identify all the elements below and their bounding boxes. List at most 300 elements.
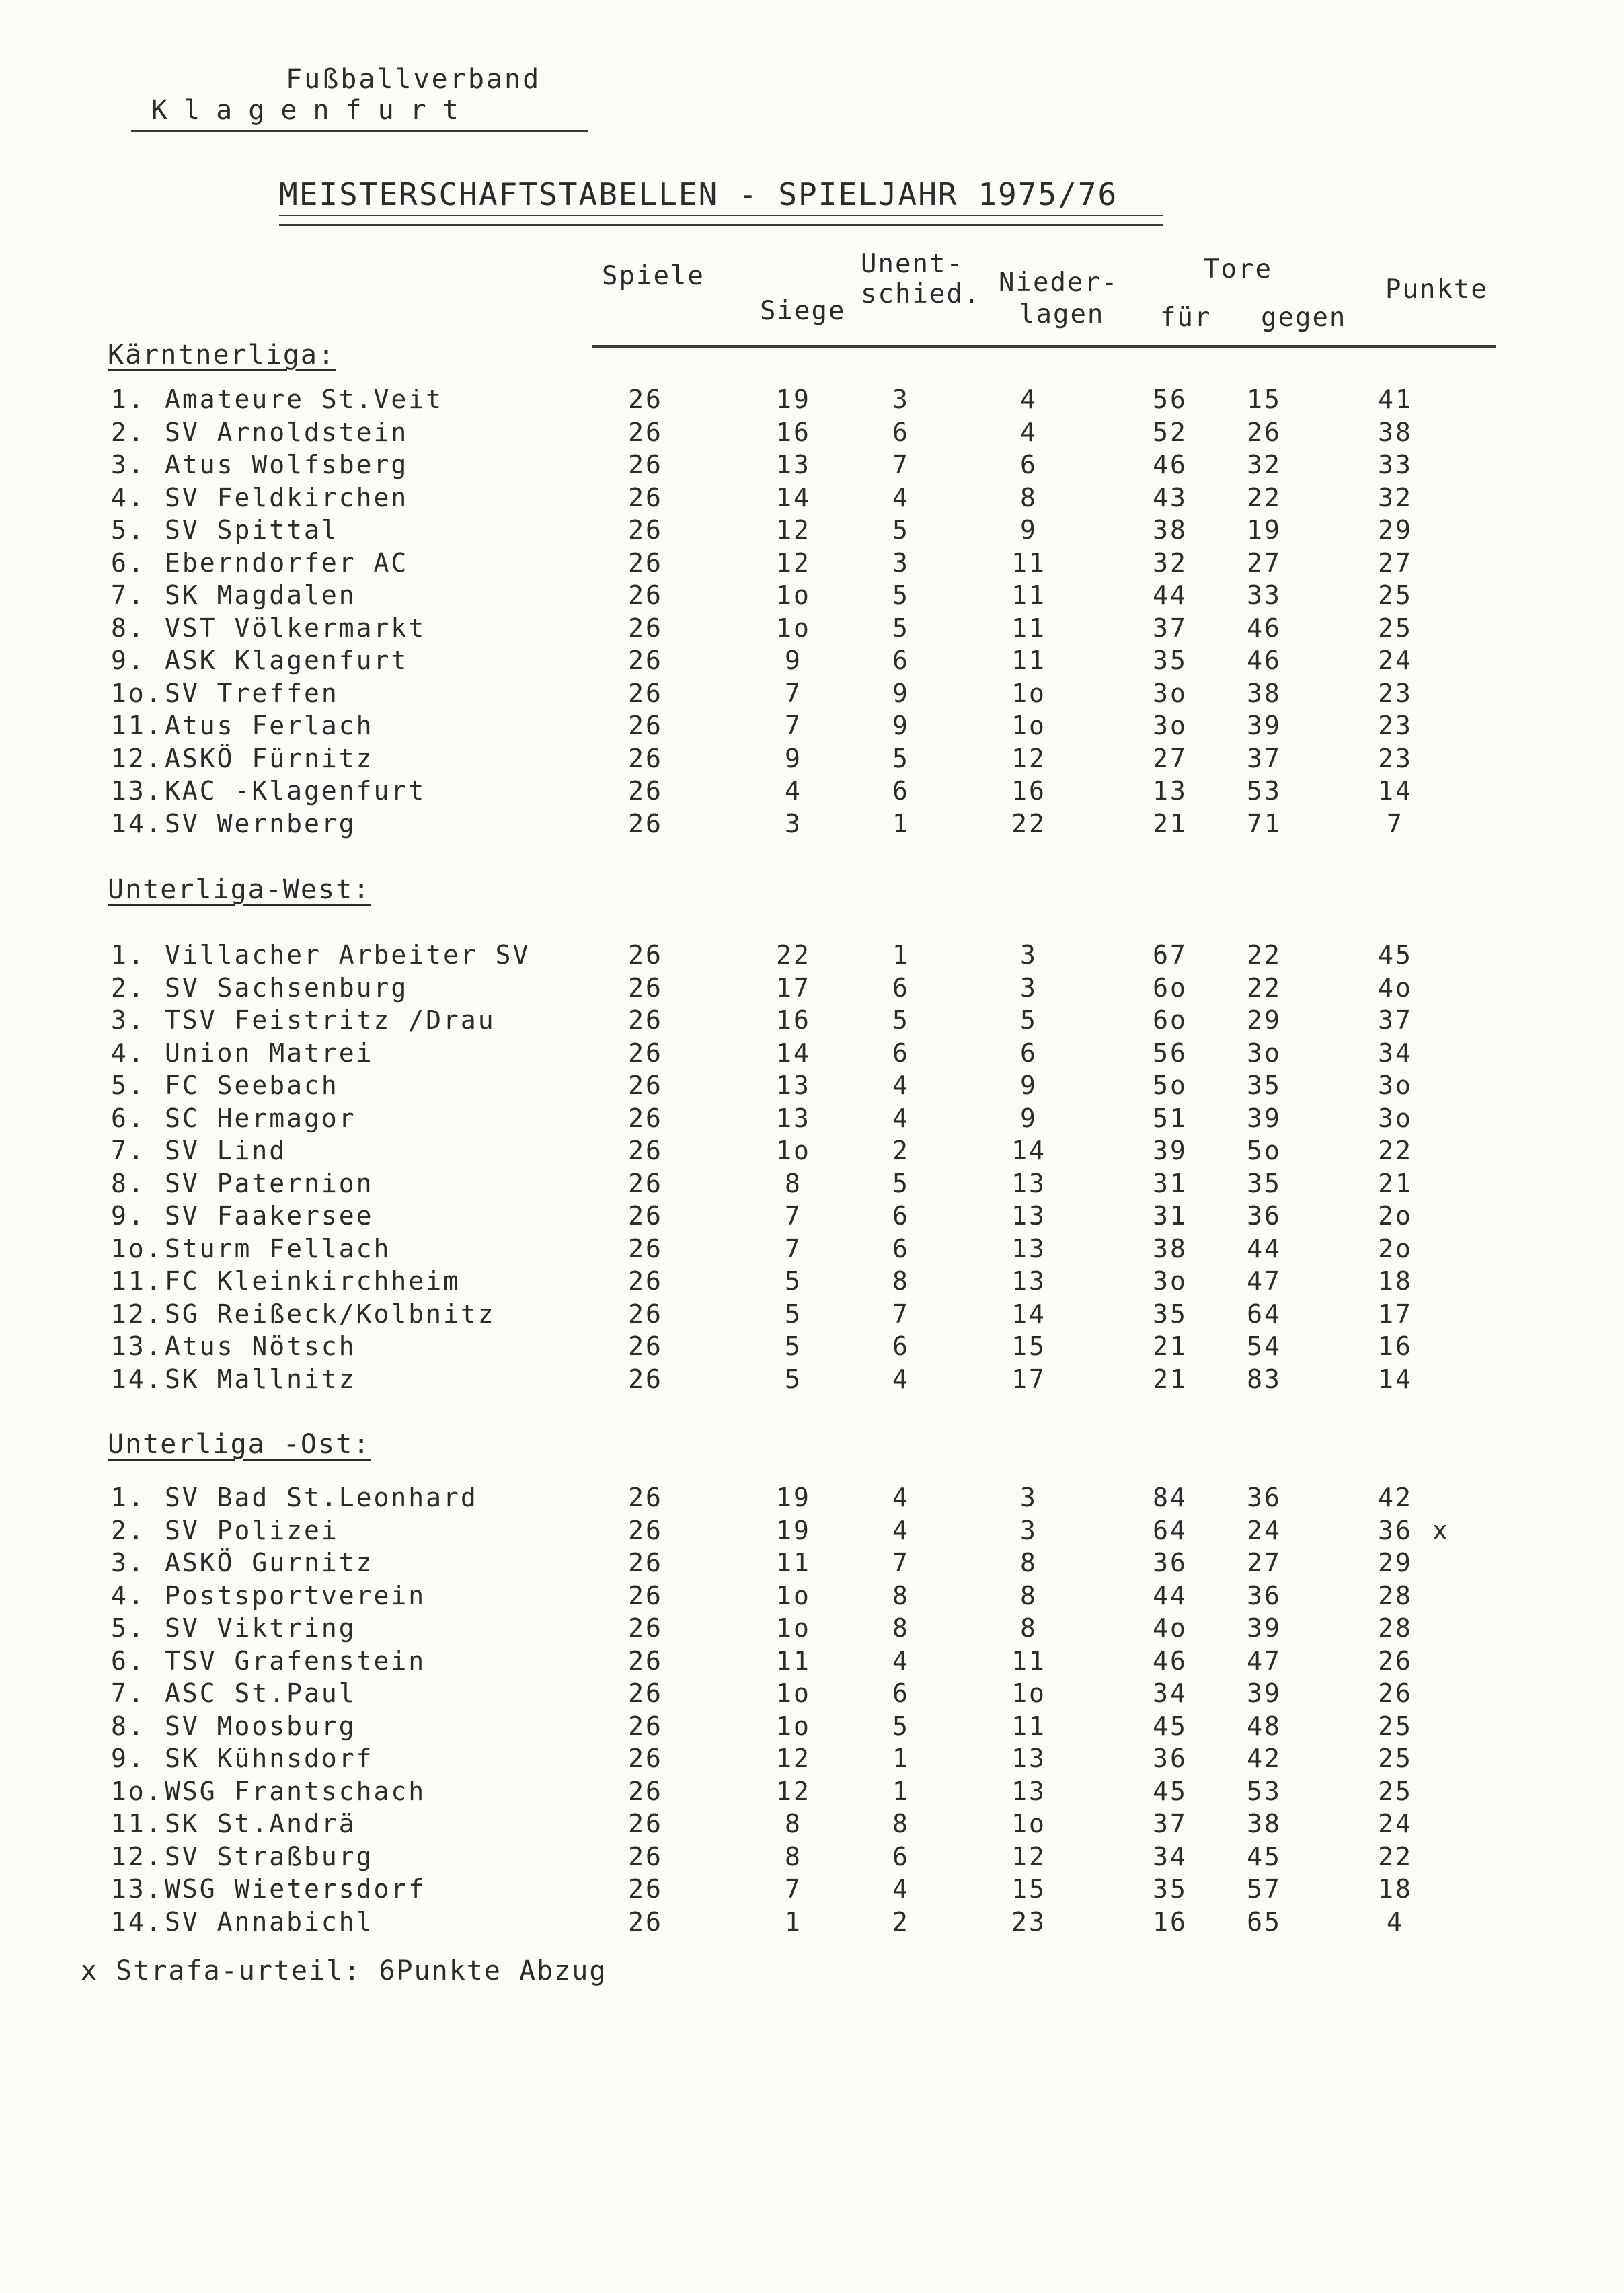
team-name: Postsportverein [165,1580,426,1610]
cell-siege: 17 [776,972,811,1003]
table-row [0,1842,1624,1874]
cell-spiele: 26 [628,972,663,1003]
cell-spiele: 26 [628,1906,663,1937]
table-row [0,1201,1624,1233]
cell-nieder: 6 [1020,450,1038,479]
cell-spiele: 26 [628,711,663,740]
footnote: x Strafa-urteil: 6Punkte Abzug [81,1955,607,1986]
cell-gegen: 53 [1247,776,1282,806]
table-row [0,1483,1624,1515]
cell-siege: 11 [776,1645,811,1676]
team-name: SV Paternion [165,1168,374,1198]
cell-siege: 7 [785,678,802,708]
cell-punkte: 26 [1378,1645,1413,1676]
cell-gegen: 47 [1247,1645,1282,1676]
cell-spiele: 26 [628,613,663,643]
cell-fuer: 34 [1153,1678,1188,1708]
cell-fuer: 36 [1153,1744,1188,1773]
cell-fuer: 52 [1153,417,1188,447]
cell-spiele: 26 [628,1005,663,1035]
cell-unent: 4 [892,1364,910,1394]
cell-spiele: 26 [628,940,663,970]
cell-nieder: 1o [1011,678,1046,708]
cell-siege: 3 [785,808,802,839]
rank: 9. [111,646,146,675]
rank: 5. [111,1613,146,1643]
table-row [0,1169,1624,1201]
rank: 2. [111,417,146,447]
cell-gegen: 54 [1247,1331,1282,1361]
cell-gegen: 46 [1247,613,1282,643]
cell-siege: 5 [785,1266,802,1296]
rank: 2. [111,1515,146,1545]
rank: 14. [111,1906,163,1937]
rank: 6. [111,547,146,578]
cell-gegen: 32 [1247,450,1282,479]
table-row [0,1005,1624,1038]
table-row [0,1516,1624,1548]
cell-siege: 5 [785,1298,802,1329]
cell-spiele: 26 [628,1266,663,1296]
cell-nieder: 13 [1011,1744,1046,1773]
cell-unent: 6 [892,1233,910,1264]
rank: 1o. [111,678,163,708]
team-name: ASK Klagenfurt [165,646,409,675]
cell-fuer: 37 [1153,613,1188,643]
cell-fuer: 32 [1153,547,1188,578]
team-name: SV Faakersee [165,1201,374,1231]
cell-punkte: 2o [1378,1201,1413,1231]
cell-gegen: 39 [1247,711,1282,740]
team-name: SV Feldkirchen [165,482,409,512]
cell-punkte: 38 [1378,417,1413,447]
letterhead [131,64,588,132]
cell-siege: 13 [776,1071,811,1100]
team-name: SV Straßburg [165,1841,374,1871]
cell-siege: 14 [776,1038,811,1068]
cell-gegen: 39 [1247,1103,1282,1133]
cell-nieder: 15 [1011,1874,1046,1904]
cell-unent: 4 [892,1874,910,1904]
cell-unent: 5 [892,743,910,773]
cell-spiele: 26 [628,1168,663,1198]
cell-punkte: 4o [1378,972,1413,1003]
rank: 7. [111,1678,146,1708]
rank: 11. [111,1266,163,1296]
rank: 5. [111,515,146,545]
cell-unent: 4 [892,1483,910,1512]
table-row [0,483,1624,515]
table-row [0,1678,1624,1711]
cell-punkte: 25 [1378,580,1413,610]
cell-spiele: 26 [628,1874,663,1904]
cell-siege: 8 [785,1841,802,1871]
rank: 7. [111,1136,146,1165]
rank: 13. [111,1874,163,1904]
cell-unent: 6 [892,1678,910,1708]
cell-siege: 5 [785,1364,802,1394]
cell-punkte: 41 [1378,385,1413,414]
rank: 2. [111,972,146,1003]
cell-unent: 1 [892,808,910,839]
cell-unent: 6 [892,1841,910,1871]
cell-nieder: 17 [1011,1364,1046,1394]
cell-gegen: 36 [1247,1580,1282,1610]
cell-gegen: 46 [1247,646,1282,675]
rank: 6. [111,1645,146,1676]
cell-unent: 6 [892,1038,910,1068]
cell-punkte: 29 [1378,515,1413,545]
cell-gegen: 27 [1247,1548,1282,1578]
team-name: SV Polizei [165,1515,339,1545]
cell-spiele: 26 [628,646,663,675]
cell-spiele: 26 [628,1678,663,1708]
cell-punkte: 3o [1378,1071,1413,1100]
cell-unent: 4 [892,1515,910,1545]
cell-punkte: 28 [1378,1580,1413,1610]
team-name: Sturm Fellach [165,1233,391,1264]
cell-siege: 13 [776,450,811,479]
cell-gegen: 37 [1247,743,1282,773]
table-row [0,1809,1624,1841]
cell-gegen: 26 [1247,417,1282,447]
table-row [0,548,1624,580]
rank: 12. [111,1841,163,1871]
cell-fuer: 46 [1153,450,1188,479]
cell-unent: 2 [892,1136,910,1165]
rank: 9. [111,1201,146,1231]
cell-nieder: 15 [1011,1331,1046,1361]
team-name: SV Arnoldstein [165,417,409,447]
rank: 12. [111,743,163,773]
cell-fuer: 21 [1153,1331,1188,1361]
cell-nieder: 16 [1011,776,1046,806]
cell-nieder: 13 [1011,1201,1046,1231]
col-nieder: Nieder- [999,268,1119,298]
table-row [0,1777,1624,1809]
league-title: Kärntnerliga: [108,340,336,371]
team-name: SG Reißeck/Kolbnitz [165,1298,496,1329]
cell-gegen: 29 [1247,1005,1282,1035]
team-name: SV Moosburg [165,1711,356,1741]
cell-unent: 8 [892,1580,910,1610]
cell-gegen: 71 [1247,808,1282,839]
cell-spiele: 26 [628,1483,663,1512]
cell-nieder: 13 [1011,1168,1046,1198]
cell-siege: 9 [785,646,802,675]
cell-siege: 22 [776,940,811,970]
cell-punkte: 2o [1378,1233,1413,1264]
cell-punkte: 23 [1378,678,1413,708]
cell-fuer: 44 [1153,1580,1188,1610]
cell-unent: 1 [892,1744,910,1773]
table-row [0,678,1624,711]
document-title: MEISTERSCHAFTSTABELLEN - SPIELJAHR 1975/76 [279,176,1118,212]
table-row [0,973,1624,1005]
cell-nieder: 6 [1020,1038,1038,1068]
cell-nieder: 22 [1011,808,1046,839]
cell-unent: 5 [892,580,910,610]
cell-fuer: 38 [1153,515,1188,545]
rank: 3. [111,1548,146,1578]
cell-fuer: 35 [1153,646,1188,675]
team-name: SV Spittal [165,515,339,545]
table-row [0,385,1624,417]
cell-fuer: 31 [1153,1201,1188,1231]
cell-fuer: 56 [1153,1038,1188,1068]
rank: 1o. [111,1233,163,1264]
rank: 12. [111,1298,163,1329]
team-name: Eberndorfer AC [165,547,409,578]
cell-punkte: 23 [1378,743,1413,773]
team-name: ASC St.Paul [165,1678,356,1708]
col-gegen: gegen [1261,303,1347,333]
cell-gegen: 65 [1247,1906,1282,1937]
cell-nieder: 9 [1020,1071,1038,1100]
cell-fuer: 39 [1153,1136,1188,1165]
cell-punkte: 28 [1378,1613,1413,1643]
table-row [0,1331,1624,1364]
rank: 13. [111,1331,163,1361]
cell-punkte: 23 [1378,711,1413,740]
cell-fuer: 56 [1153,385,1188,414]
penalty-marker: x [1432,1515,1450,1545]
col-tore: Tore [1204,254,1272,284]
table-row [0,744,1624,776]
team-name: SK Kühnsdorf [165,1744,374,1773]
cell-fuer: 64 [1153,1515,1188,1545]
table-row [0,418,1624,450]
cell-nieder: 11 [1011,1711,1046,1741]
cell-unent: 1 [892,1776,910,1806]
cell-punkte: 25 [1378,1744,1413,1773]
rank: 4. [111,1038,146,1068]
cell-punkte: 24 [1378,1809,1413,1838]
cell-unent: 2 [892,1906,910,1937]
cell-punkte: 22 [1378,1136,1413,1165]
rank: 6. [111,1103,146,1133]
cell-nieder: 12 [1011,743,1046,773]
col-schied: schied. [861,279,981,309]
col-punkte: Punkte [1385,274,1488,305]
cell-gegen: 57 [1247,1874,1282,1904]
cell-nieder: 9 [1020,515,1038,545]
cell-fuer: 3o [1153,711,1188,740]
cell-spiele: 26 [628,482,663,512]
cell-fuer: 21 [1153,1364,1188,1394]
cell-nieder: 3 [1020,1483,1038,1512]
rank: 3. [111,1005,146,1035]
cell-siege: 1o [776,580,811,610]
cell-siege: 8 [785,1809,802,1838]
cell-fuer: 43 [1153,482,1188,512]
cell-nieder: 5 [1020,1005,1038,1035]
cell-unent: 4 [892,1071,910,1100]
cell-punkte: 33 [1378,450,1413,479]
cell-gegen: 5o [1247,1136,1282,1165]
cell-spiele: 26 [628,1548,663,1578]
cell-nieder: 12 [1011,1841,1046,1871]
cell-siege: 8 [785,1168,802,1198]
cell-nieder: 11 [1011,547,1046,578]
team-name: Villacher Arbeiter SV [165,940,531,970]
cell-siege: 16 [776,1005,811,1035]
table-row [0,711,1624,743]
team-name: ASKÖ Gurnitz [165,1548,374,1578]
cell-gegen: 83 [1247,1364,1282,1394]
cell-unent: 6 [892,972,910,1003]
table-row [0,613,1624,646]
cell-unent: 5 [892,1711,910,1741]
cell-siege: 7 [785,1201,802,1231]
cell-siege: 1o [776,1711,811,1741]
team-name: ASKÖ Fürnitz [165,743,374,773]
team-name: FC Seebach [165,1071,339,1100]
cell-fuer: 35 [1153,1298,1188,1329]
cell-nieder: 11 [1011,1645,1046,1676]
cell-unent: 6 [892,1201,910,1231]
cell-unent: 5 [892,1005,910,1035]
cell-siege: 16 [776,417,811,447]
rank: 14. [111,1364,163,1394]
cell-siege: 4 [785,776,802,806]
cell-fuer: 35 [1153,1874,1188,1904]
cell-punkte: 14 [1378,776,1413,806]
cell-siege: 14 [776,482,811,512]
rank: 14. [111,808,163,839]
team-name: SV Annabichl [165,1906,374,1937]
cell-nieder: 1o [1011,1809,1046,1838]
cell-unent: 1 [892,940,910,970]
table-row [0,1874,1624,1906]
cell-siege: 1o [776,1580,811,1610]
cell-nieder: 14 [1011,1298,1046,1329]
cell-unent: 8 [892,1809,910,1838]
cell-siege: 12 [776,1776,811,1806]
cell-unent: 9 [892,711,910,740]
table-row [0,1646,1624,1678]
cell-nieder: 13 [1011,1233,1046,1264]
league-title: Unterliga -Ost: [108,1429,371,1460]
cell-punkte: 36 [1378,1515,1413,1545]
cell-gegen: 3o [1247,1038,1282,1068]
cell-gegen: 33 [1247,580,1282,610]
cell-gegen: 64 [1247,1298,1282,1329]
cell-fuer: 31 [1153,1168,1188,1198]
table-row [0,1548,1624,1580]
league-title: Unterliga-West: [108,874,371,905]
cell-fuer: 38 [1153,1233,1188,1264]
cell-spiele: 26 [628,1136,663,1165]
cell-siege: 5 [785,1331,802,1361]
cell-unent: 5 [892,1168,910,1198]
cell-gegen: 53 [1247,1776,1282,1806]
team-name: Atus Ferlach [165,711,374,740]
cell-nieder: 11 [1011,613,1046,643]
cell-spiele: 26 [628,1809,663,1838]
cell-punkte: 32 [1378,482,1413,512]
cell-punkte: 7 [1387,808,1404,839]
cell-nieder: 1o [1011,711,1046,740]
table-row [0,515,1624,547]
team-name: Atus Wolfsberg [165,450,409,479]
cell-unent: 8 [892,1266,910,1296]
cell-gegen: 35 [1247,1168,1282,1198]
cell-spiele: 26 [628,580,663,610]
cell-spiele: 26 [628,678,663,708]
rank: 1. [111,940,146,970]
cell-spiele: 26 [628,808,663,839]
cell-spiele: 26 [628,1841,663,1871]
team-name: SK Magdalen [165,580,356,610]
cell-punkte: 17 [1378,1298,1413,1329]
cell-nieder: 14 [1011,1136,1046,1165]
cell-punkte: 27 [1378,547,1413,578]
cell-punkte: 29 [1378,1548,1413,1578]
table-row [0,1299,1624,1331]
team-name: SV Treffen [165,678,339,708]
team-name: TSV Grafenstein [165,1645,426,1676]
cell-gegen: 27 [1247,547,1282,578]
cell-fuer: 16 [1153,1906,1188,1937]
cell-unent: 6 [892,646,910,675]
org-name: Fußballverband [286,64,541,95]
table-row [0,1103,1624,1136]
cell-spiele: 26 [628,1331,663,1361]
cell-punkte: 18 [1378,1874,1413,1904]
rank: 1. [111,385,146,414]
cell-siege: 9 [785,743,802,773]
cell-nieder: 8 [1020,1548,1038,1578]
cell-spiele: 26 [628,1580,663,1610]
cell-punkte: 4 [1387,1906,1404,1937]
cell-nieder: 13 [1011,1776,1046,1806]
cell-punkte: 42 [1378,1483,1413,1512]
cell-unent: 6 [892,1331,910,1361]
table-row [0,1711,1624,1744]
cell-gegen: 39 [1247,1613,1282,1643]
cell-gegen: 22 [1247,482,1282,512]
rank: 11. [111,711,163,740]
col-lagen: lagen [1019,299,1105,329]
cell-siege: 1o [776,613,811,643]
cell-spiele: 26 [628,1711,663,1741]
cell-spiele: 26 [628,1364,663,1394]
team-name: VST Völkermarkt [165,613,426,643]
cell-fuer: 34 [1153,1841,1188,1871]
cell-siege: 1o [776,1136,811,1165]
cell-spiele: 26 [628,417,663,447]
rank: 3. [111,450,146,479]
cell-siege: 1o [776,1613,811,1643]
cell-spiele: 26 [628,385,663,414]
cell-spiele: 26 [628,1645,663,1676]
cell-siege: 7 [785,1233,802,1264]
col-fuer: für [1160,303,1212,333]
org-city: Klagenfurt [131,95,588,132]
rank: 7. [111,580,146,610]
cell-siege: 11 [776,1548,811,1578]
cell-siege: 12 [776,547,811,578]
table-row [0,940,1624,972]
cell-siege: 1o [776,1678,811,1708]
team-name: SV Wernberg [165,808,356,839]
table-row [0,1136,1624,1168]
cell-punkte: 25 [1378,1711,1413,1741]
team-name: FC Kleinkirchheim [165,1266,461,1296]
table-row [0,1038,1624,1071]
cell-nieder: 4 [1020,417,1038,447]
